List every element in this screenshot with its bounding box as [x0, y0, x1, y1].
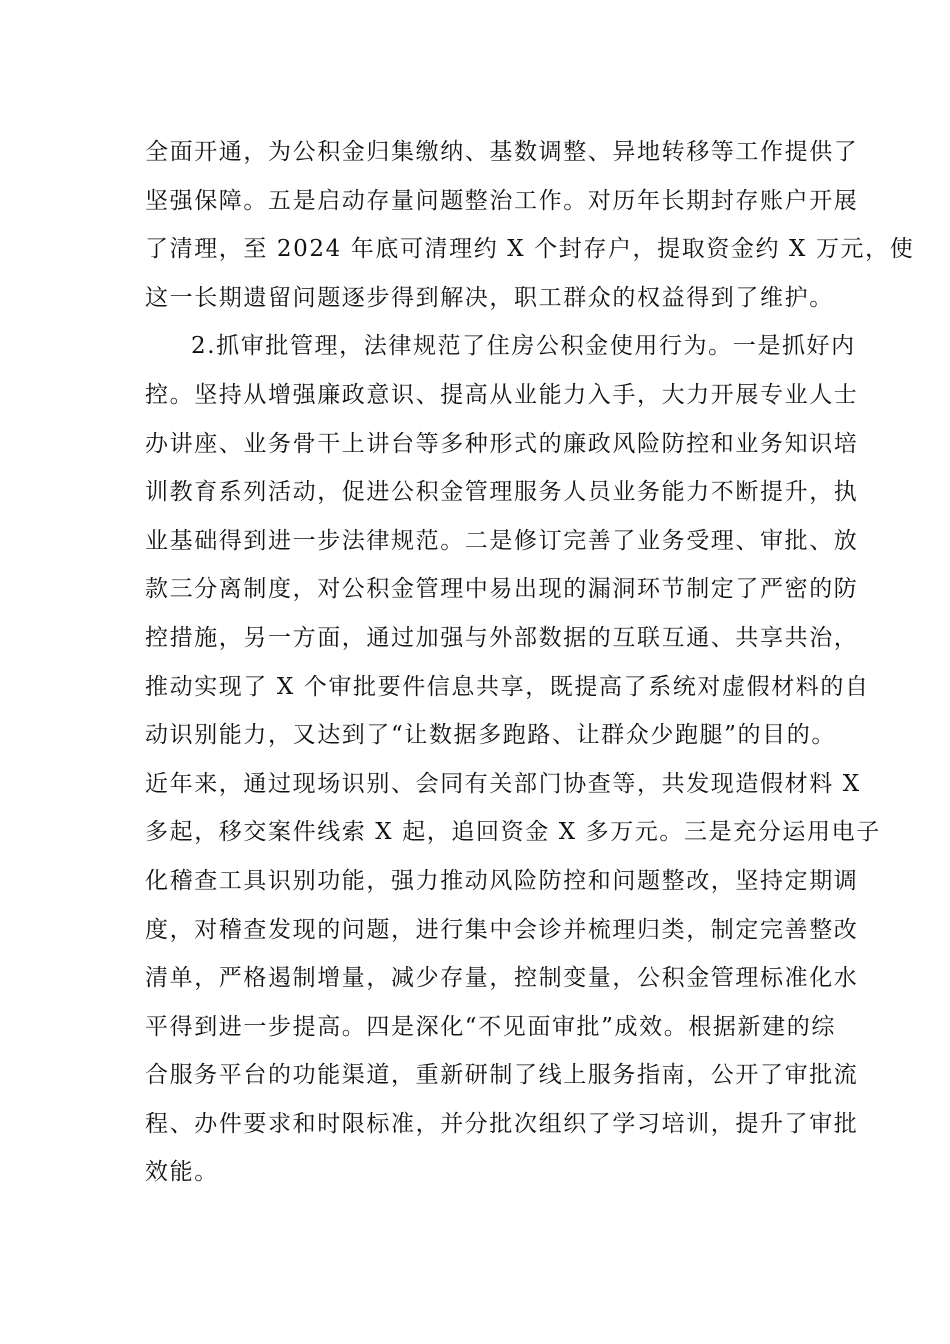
text-line: 款三分离制度，对公积金管理中易出现的漏洞环节制定了严密的防	[145, 576, 859, 603]
body-text	[145, 128, 915, 1197]
text-line: 这一长期遗留问题逐步得到解决，职工群众的权益得到了维护。	[145, 284, 834, 311]
text-line: 度，对稽查发现的问题，进行集中会诊并梳理归类，制定完善整改	[145, 916, 859, 943]
text-line: 2.抓审批管理，法律规范了住房公积金使用行为。一是抓好内	[191, 333, 856, 360]
text-line: 坚强保障。五是启动存量问题整治工作。对历年长期封存账户开展	[145, 187, 859, 214]
text-line: 全面开通，为公积金归集缴纳、基数调整、异地转移等工作提供了	[145, 139, 859, 165]
text-line: 效能。	[145, 1159, 219, 1186]
text-line: 平得到进一步提高。四是深化“不见面审批”成效。根据新建的综	[145, 1013, 836, 1040]
text-line: 多起，移交案件线索 X 起，追回资金 X 多万元。三是充分运用电子	[145, 819, 881, 846]
text-line: 控措施，另一方面，通过加强与外部数据的互联互通、共享共治，	[145, 624, 859, 651]
text-line: 办讲座、业务骨干上讲台等多种形式的廉政风险防控和业务知识培	[145, 430, 859, 457]
text-line: 合服务平台的功能渠道，重新研制了线上服务指南，公开了审批流	[145, 1062, 859, 1089]
text-line: 化稽查工具识别功能，强力推动风险防控和问题整改，坚持定期调	[145, 867, 859, 894]
text-line: 推动实现了 X 个审批要件信息共享，既提高了系统对虚假材料的自	[145, 673, 870, 700]
text-line: 训教育系列活动，促进公积金管理服务人员业务能力不断提升，执	[145, 479, 859, 506]
text-line: 业基础得到进一步法律规范。二是修订完善了业务受理、审批、放	[145, 527, 859, 554]
text-line: 控。坚持从增强廉政意识、提高从业能力入手，大力开展专业人士	[145, 381, 859, 408]
text-line: 近年来，通过现场识别、会同有关部门协查等，共发现造假材料 X	[145, 770, 861, 797]
text-line: 清单，严格遏制增量，减少存量，控制变量，公积金管理标准化水	[145, 965, 859, 992]
text-line: 了清理，至 2024 年底可清理约 X 个封存户，提取资金约 X 万元，使	[145, 236, 915, 263]
text-line: 程、办件要求和时限标准，并分批次组织了学习培训，提升了审批	[145, 1110, 859, 1137]
text-line: 动识别能力，又达到了“让数据多跑路、让群众少跑腿”的目的。	[145, 722, 836, 749]
